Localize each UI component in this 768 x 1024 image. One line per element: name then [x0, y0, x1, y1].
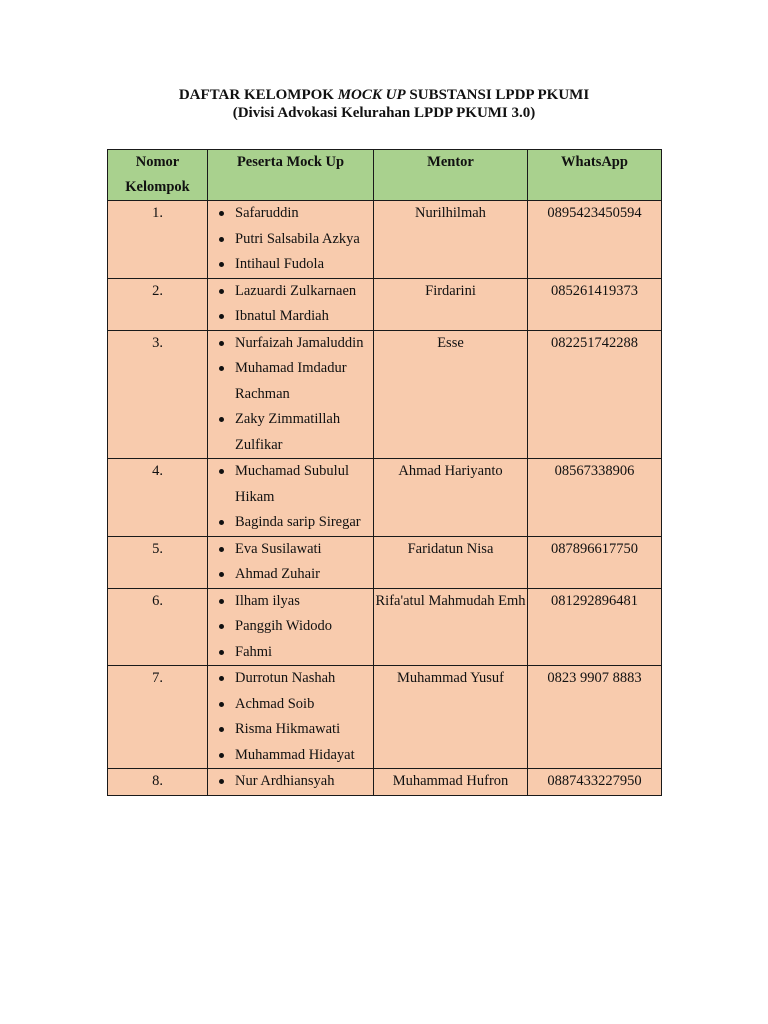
group-number: 7.: [108, 666, 208, 769]
participant-list: [208, 201, 373, 278]
table-row: [108, 666, 662, 769]
participants-cell: [208, 666, 374, 769]
participants-cell: [208, 769, 374, 796]
list-item: Muchamad Subulul Hikam: [208, 459, 373, 510]
title-line-2: (Divisi Advokasi Kelurahan LPDP PKUMI 3.0): [232, 105, 536, 121]
participants-cell: [208, 278, 374, 330]
participant-list: [208, 331, 373, 459]
group-table: [107, 149, 662, 796]
table-row: [108, 201, 662, 279]
mentor-name: Ahmad Hariyanto: [374, 459, 528, 537]
list-item: Ahmad Zuhair: [208, 562, 373, 588]
header-whatsapp: WhatsApp: [528, 150, 662, 201]
list-item: Safaruddin: [208, 201, 373, 227]
group-number: 1.: [108, 201, 208, 279]
title-italic: MOCK UP: [337, 87, 406, 103]
whatsapp-number: 08567338906: [528, 459, 662, 537]
list-item: Muhammad Hidayat: [208, 743, 373, 769]
mentor-name: Esse: [374, 330, 528, 459]
list-item: Lazuardi Zulkarnaen: [208, 279, 373, 305]
participant-list: [208, 666, 373, 768]
participants-cell: [208, 588, 374, 666]
mentor-name: Muhammad Hufron: [374, 769, 528, 796]
list-item: Ibnatul Mardiah: [208, 304, 373, 330]
participant-list: [208, 589, 373, 666]
list-item: Achmad Soib: [208, 692, 373, 718]
group-number: 6.: [108, 588, 208, 666]
table-row: [108, 588, 662, 666]
header-peserta: Peserta Mock Up: [208, 150, 374, 201]
mentor-name: Faridatun Nisa: [374, 536, 528, 588]
participants-cell: [208, 536, 374, 588]
title-line-1: DAFTAR KELOMPOK MOCK UP SUBSTANSI LPDP PKUMI: [178, 87, 590, 103]
table-row: [108, 330, 662, 459]
list-item: Fahmi: [208, 640, 373, 666]
list-item: Putri Salsabila Azkya: [208, 227, 373, 253]
table-body: [108, 201, 662, 796]
participants-cell: [208, 201, 374, 279]
group-number: 3.: [108, 330, 208, 459]
list-item: Nur Ardhiansyah: [208, 769, 373, 795]
list-item: Intihaul Fudola: [208, 252, 373, 278]
table-row: [108, 278, 662, 330]
list-item: Durrotun Nashah: [208, 666, 373, 692]
whatsapp-number: 0887433227950: [528, 769, 662, 796]
mentor-name: Muhammad Yusuf: [374, 666, 528, 769]
participant-list: [208, 769, 373, 795]
document-title: [0, 86, 768, 122]
participants-cell: [208, 330, 374, 459]
group-number: 5.: [108, 536, 208, 588]
list-item: Muhamad Imdadur Rachman: [208, 356, 373, 407]
list-item: Risma Hikmawati: [208, 717, 373, 743]
whatsapp-number: 0823 9907 8883: [528, 666, 662, 769]
group-number: 4.: [108, 459, 208, 537]
header-mentor: Mentor: [374, 150, 528, 201]
group-number: 2.: [108, 278, 208, 330]
participant-list: [208, 279, 373, 330]
participant-list: [208, 459, 373, 536]
whatsapp-number: 085261419373: [528, 278, 662, 330]
participant-list: [208, 537, 373, 588]
header-nomor-kelompok: Nomor Kelompok: [108, 150, 208, 201]
list-item: Eva Susilawati: [208, 537, 373, 563]
whatsapp-number: 082251742288: [528, 330, 662, 459]
mentor-name: Rifa'atul Mahmudah Emh: [374, 588, 528, 666]
whatsapp-number: 0895423450594: [528, 201, 662, 279]
list-item: Panggih Widodo: [208, 614, 373, 640]
table-row: [108, 769, 662, 796]
list-item: Ilham ilyas: [208, 589, 373, 615]
mentor-name: Nurilhilmah: [374, 201, 528, 279]
list-item: Nurfaizah Jamaluddin: [208, 331, 373, 357]
table-row: [108, 459, 662, 537]
header-row: [108, 150, 662, 201]
participants-cell: [208, 459, 374, 537]
whatsapp-number: 081292896481: [528, 588, 662, 666]
list-item: Baginda sarip Siregar: [208, 510, 373, 536]
list-item: Zaky Zimmatillah Zulfikar: [208, 407, 373, 458]
mentor-name: Firdarini: [374, 278, 528, 330]
whatsapp-number: 087896617750: [528, 536, 662, 588]
table-row: [108, 536, 662, 588]
group-number: 8.: [108, 769, 208, 796]
